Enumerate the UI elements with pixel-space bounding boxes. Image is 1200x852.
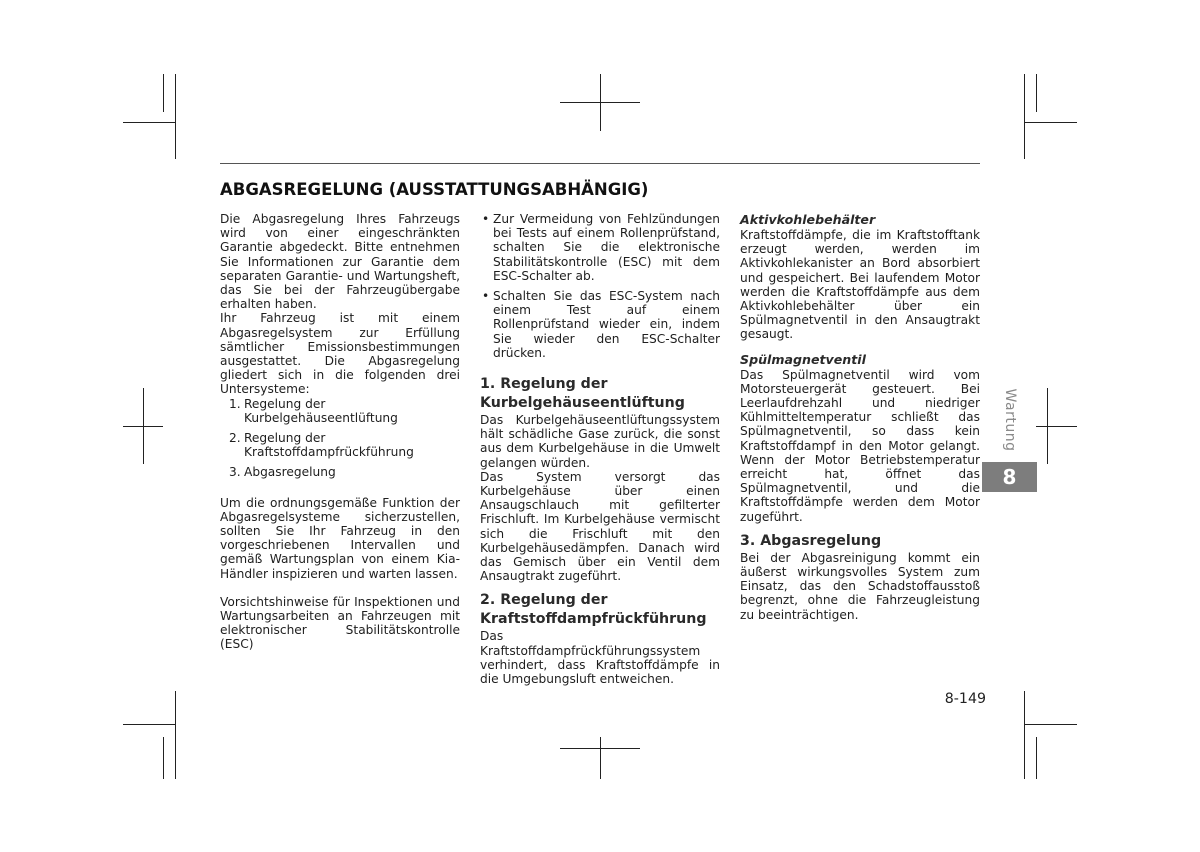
crop-mark [600, 737, 601, 779]
crop-mark [600, 74, 601, 131]
chapter-side-label: Wartung [1002, 388, 1018, 452]
subsection-heading: Aktivkohlebehälter [740, 212, 876, 227]
maintenance-paragraph: Um die ordnungsgemäße Funktion der Abgasregelsysteme sicherzustellen, sollten Sie Ihr Fahrzeug in den vorgeschriebenen Intervallen und gemäß Wartungsplan von einem Kia-Händler inspizieren und warten lassen. [220, 495, 460, 581]
chapter-tab: 8 [982, 462, 1037, 492]
crop-mark [175, 74, 176, 159]
column-right [740, 212, 980, 622]
header-rule [220, 163, 980, 164]
crop-mark [175, 691, 176, 779]
crop-mark [1036, 74, 1037, 112]
paragraph: Das Kurbelgehäuseentlüftungssystem hält schädliche Gase zurück, die sonst aus dem Kurbelgehäuse in die Umwelt gelangen würden. [480, 413, 720, 470]
esc-bullet-list [480, 212, 720, 360]
crop-mark [163, 737, 164, 779]
crop-mark [123, 724, 176, 725]
list-item: • Schalten Sie das ESC-System nach einem Test auf einem Rollenprüfstand wieder ein, indem Sie wieder den ESC-Schalter drücken. [482, 289, 720, 360]
paragraph: Das Spülmagnetventil wird vom Motorsteuergerät gesteuert. Bei Leerlaufdrehzahl und niedriger Kühlmitteltemperatur schließt das Spülmagnetventil, so dass kein Kraftstoffdampf in den Motor gelangt. Wenn der Motor Betriebstemperatur erreicht hat, öffnet das Spülmagnetventil, und die Kraftstoffdämpfe werden dem Motor zugeführt. [740, 367, 980, 524]
paragraph: Das Kraftstoffdampfrückführungssystem verhindert, dass Kraftstoffdämpfe in die Umgebungsluft entweichen. [480, 629, 720, 687]
list-item: 3. Abgasregelung [229, 465, 336, 480]
subsystem-list [220, 397, 460, 480]
crop-mark [1024, 122, 1077, 123]
crop-mark [163, 74, 164, 112]
page-number: 8-149 [944, 691, 986, 707]
list-item: 1. Regelung der Kurbelgehäuseentlüftung [229, 396, 398, 425]
crop-mark [1024, 691, 1025, 779]
paragraph: Kraftstoffdämpfe, die im Kraftstofftank erzeugt werden, werden im Aktivkohlekanister an Bord absorbiert und gespeichert. Bei laufendem Motor werden die Kraftstoffdämpfe aus dem Aktivkohlebehälter über ein Spülmagnetventil in den Ansaugtrakt gesaugt. [740, 228, 980, 342]
crop-mark [123, 122, 176, 123]
crop-mark [1036, 737, 1037, 779]
section-heading: 2. Regelung der Kraftstoffdampfrückführung [480, 592, 707, 628]
crop-mark [1024, 74, 1025, 159]
crop-mark [143, 388, 144, 464]
list-item: • Zur Vermeidung von Fehlzündungen bei Tests auf einem Rollenprüfstand, schalten Sie die elektronische Stabilitätskontrolle (ESC) mit dem ESC-Schalter ab. [482, 212, 720, 283]
crop-mark [1036, 426, 1077, 427]
crop-mark [1047, 388, 1048, 464]
page-title: ABGASREGELUNG (AUSSTATTUNGSABHÄNGIG) [220, 180, 649, 199]
esc-precautions-heading: Vorsichtshinweise für Inspektionen und Wartungsarbeiten an Fahrzeugen mit elektronischer Stabilitätskontrolle (ESC) [220, 594, 460, 652]
subsection-heading: Spülmagnetventil [740, 351, 866, 367]
paragraph: Das System versorgt das Kurbelgehäuse über einen Ansaugschlauch mit gefilterter Frischluft. Im Kurbelgehäuse vermischt sich die Frischluft mit den Kurbelgehäusedämpfen. Danach wird das Gemisch über ein Ventil dem Ansaugtrakt zugeführt. [480, 469, 720, 584]
intro-paragraph: Die Abgasregelung Ihres Fahrzeugs wird von einer eingeschränkten Garantie abgedeckt. Bitte entnehmen Sie Informationen zur Garantie dem separaten Garantie- und Wartungsheft, das Sie bei der Fahrzeugübergabe erhalten haben. [220, 212, 460, 312]
paragraph: Bei der Abgasreinigung kommt ein äußerst wirkungsvolles System zum Einsatz, das den Schadstoffausstoß begrenzt, ohne die Fahrzeugleistung zu beeinträchtigen. [740, 550, 980, 622]
crop-mark [1024, 724, 1077, 725]
section-heading: 1. Regelung der Kurbelgehäuseentlüftung [480, 376, 685, 412]
system-paragraph: Ihr Fahrzeug ist mit einem Abgasregelsystem zur Erfüllung sämtlicher Emissionsbestimmungen ausgestattet. Die Abgasregelung gliedert sich in die folgenden drei Untersysteme: [220, 311, 460, 397]
column-middle [480, 212, 720, 686]
list-item: 2. Regelung der Kraftstoffdampfrückführung [229, 431, 414, 460]
column-left [220, 212, 460, 652]
section-heading: 3. Abgasregelung [740, 532, 882, 549]
